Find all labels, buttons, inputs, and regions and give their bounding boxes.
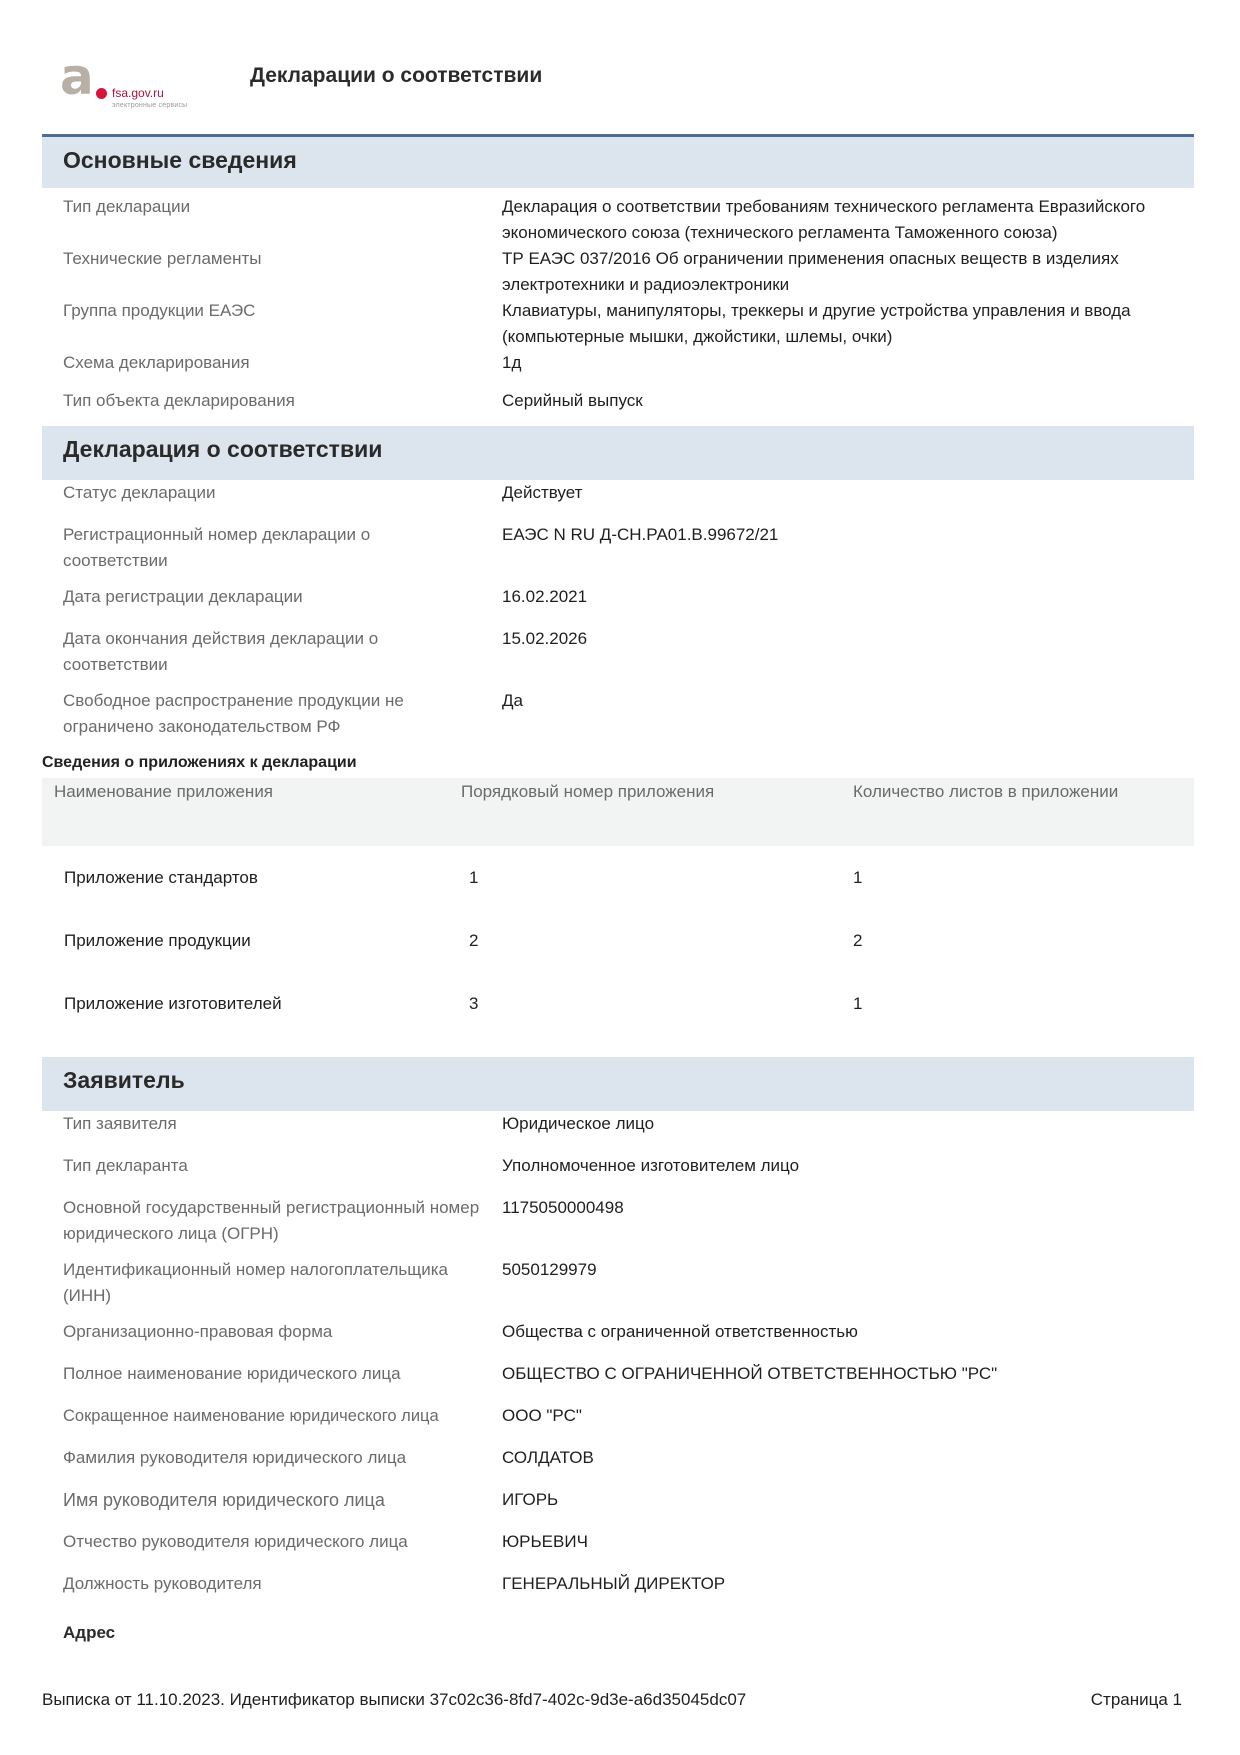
field-value: Серийный выпуск — [502, 391, 643, 410]
field-row — [42, 1195, 1194, 1247]
field-value: Уполномоченное изготовителем лицо — [502, 1156, 800, 1175]
field-value: ЮРЬЕВИЧ — [502, 1532, 588, 1551]
field-value: 1д — [502, 353, 522, 372]
document-content — [42, 134, 1194, 1643]
field-value: 15.02.2026 — [502, 629, 588, 648]
section-declaration-body — [42, 480, 1194, 740]
field-value: ТР ЕАЭС 037/2016 Об ограничении применения опасных веществ в изделиях электротехники и радиоэлектроники — [502, 249, 1119, 294]
field-row — [42, 1319, 1194, 1345]
field-value: ГЕНЕРАЛЬНЫЙ ДИРЕКТОР — [502, 1574, 726, 1593]
field-value: ООО "РС" — [502, 1406, 582, 1425]
field-value: 16.02.2021 — [502, 587, 588, 606]
field-row — [42, 1571, 1194, 1597]
field-label: Технические регламенты — [63, 249, 262, 268]
attachment-number: 1 — [469, 867, 479, 887]
table-header-row — [42, 778, 1194, 846]
page-footer — [42, 1690, 1182, 1710]
field-label: Группа продукции ЕАЭС — [63, 301, 256, 320]
field-row — [42, 1403, 1194, 1429]
field-row — [42, 388, 1194, 414]
attachments-table — [42, 778, 1194, 1035]
attachment-name: Приложение стандартов — [64, 867, 258, 887]
field-label: Фамилия руководителя юридического лица — [63, 1448, 407, 1467]
field-row — [42, 1487, 1194, 1513]
field-value: ЕАЭС N RU Д-CH.РА01.В.99672/21 — [502, 525, 779, 544]
field-label: Тип объекта декларирования — [63, 391, 295, 410]
extract-info: Выписка от 11.10.2023. Идентификатор выписки 37c02c36-8fd7-402c-9d3e-a6d35045dc07 — [42, 1690, 747, 1709]
field-label: Отчество руководителя юридического лица — [63, 1532, 408, 1551]
attachment-sheets: 2 — [853, 930, 863, 950]
field-row — [42, 194, 1194, 246]
field-row — [42, 1257, 1194, 1309]
field-label: Тип декларанта — [63, 1156, 188, 1175]
page-number: Страница 1 — [1090, 1690, 1182, 1709]
page-title: Декларации о соответствии — [250, 64, 543, 87]
attachments-heading: Сведения о приложениях к декларации — [42, 754, 357, 771]
field-label: Дата окончания действия декларации о соответствии — [63, 629, 379, 674]
field-row — [42, 688, 1194, 740]
field-value: СОЛДАТОВ — [502, 1448, 594, 1467]
field-row — [42, 480, 1194, 506]
field-row — [42, 522, 1194, 574]
field-label: Статус декларации — [63, 483, 216, 502]
field-label: Идентификационный номер налогоплательщика (ИНН) — [63, 1260, 448, 1305]
field-label: Свободное распространение продукции не ограничено законодательством РФ — [63, 691, 404, 736]
field-row — [42, 246, 1194, 298]
field-value: Декларация о соответствии требованиям технического регламента Евразийского экономического союза (технического регламента Таможенного союза) — [502, 197, 1146, 242]
field-row — [42, 626, 1194, 678]
field-label: Регистрационный номер декларации о соответствии — [63, 525, 371, 570]
logo-a-icon: a — [60, 48, 94, 106]
table-row — [42, 909, 1194, 972]
address-heading: Адрес — [63, 1623, 116, 1642]
field-label: Полное наименование юридического лица — [63, 1364, 401, 1383]
logo-subtitle: электронные сервисы — [112, 102, 188, 109]
field-label: Дата регистрации декларации — [63, 587, 303, 606]
attachment-name: Приложение продукции — [64, 930, 251, 950]
field-value: 5050129979 — [502, 1260, 597, 1279]
section-basic-header: Основные сведения — [42, 134, 1194, 188]
field-row — [42, 1445, 1194, 1471]
field-value: Клавиатуры, манипуляторы, треккеры и другие устройства управления и ввода (компьютерные мышки, джойстики, шлемы, очки) — [502, 301, 1131, 346]
page-header — [42, 50, 1192, 120]
section-basic-body — [42, 188, 1194, 414]
field-value: ИГОРЬ — [502, 1490, 559, 1509]
field-label: Сокращенное наименование юридического лица — [63, 1407, 439, 1425]
fsa-logo — [60, 48, 210, 114]
section-applicant-body — [42, 1111, 1194, 1643]
attachment-sheets: 1 — [853, 867, 863, 887]
field-label: Должность руководителя — [63, 1574, 262, 1593]
field-value: Общества с ограниченной ответственностью — [502, 1322, 858, 1341]
attachment-number: 3 — [469, 993, 479, 1013]
field-label: Имя руководителя юридического лица — [63, 1490, 385, 1510]
field-row — [42, 298, 1194, 350]
field-label: Схема декларирования — [63, 353, 250, 372]
field-value: 1175050000498 — [502, 1198, 624, 1217]
field-value: Юридическое лицо — [502, 1114, 655, 1133]
field-label: Тип декларации — [63, 197, 191, 216]
field-row — [42, 584, 1194, 610]
field-value: Да — [502, 691, 523, 710]
field-row — [42, 1529, 1194, 1555]
column-header: Порядковый номер приложения — [449, 778, 841, 846]
logo-dot-icon — [96, 88, 107, 99]
logo-site-text: fsa.gov.ru — [112, 86, 164, 100]
field-row — [42, 1361, 1194, 1387]
field-row — [42, 1153, 1194, 1179]
field-value: ОБЩЕСТВО С ОГРАНИЧЕННОЙ ОТВЕТСТВЕННОСТЬЮ "РС" — [502, 1364, 998, 1383]
section-declaration-header: Декларация о соответствии — [42, 426, 1194, 480]
section-applicant-header: Заявитель — [42, 1057, 1194, 1111]
field-label: Тип заявителя — [63, 1114, 177, 1133]
attachment-name: Приложение изготовителей — [64, 993, 282, 1013]
field-row — [42, 350, 1194, 376]
attachment-sheets: 1 — [853, 993, 863, 1013]
field-value: Действует — [502, 483, 583, 502]
table-row — [42, 972, 1194, 1035]
attachment-number: 2 — [469, 930, 479, 950]
field-label: Основной государственный регистрационный номер юридического лица (ОГРН) — [63, 1198, 480, 1243]
column-header: Наименование приложения — [42, 778, 449, 846]
field-row — [42, 1111, 1194, 1137]
field-label: Организационно-правовая форма — [63, 1322, 333, 1341]
table-row — [42, 846, 1194, 909]
column-header: Количество листов в приложении — [841, 778, 1194, 846]
